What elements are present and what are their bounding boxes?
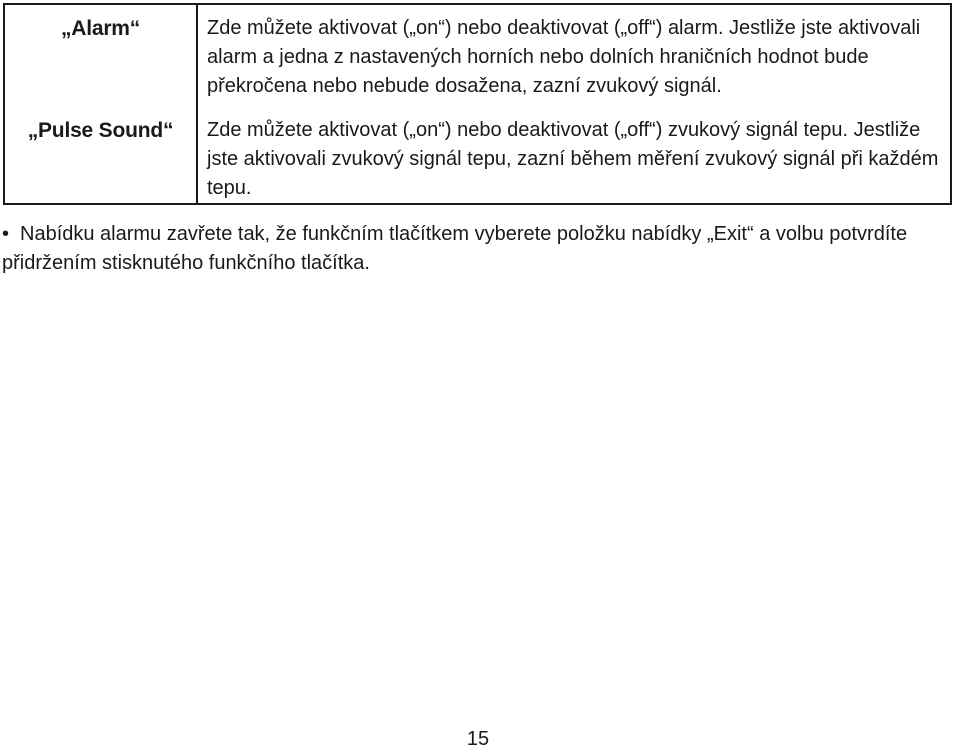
page-number <box>0 728 960 751</box>
page-number-text: 15 <box>466 728 490 750</box>
description-cell <box>197 105 951 204</box>
bullet-text: Nabídku alarmu zavřete tak, že funkčním tlačítkem vyberete položku nabídky „Exit“ a volbu potvrdíte přidržením stisknutého funkčního tlačítka. <box>2 223 908 274</box>
term-pulse-sound: „Pulse Sound“ <box>27 119 174 142</box>
term-cell <box>4 105 197 204</box>
description-pulse-sound: Zde můžete aktivovat („on“) nebo deaktivovat („off“) zvukový signál tepu. Jestliže jste aktivovali zvukový signál tepu, zazní během měření zvukový signál při každém tepu. <box>207 119 939 199</box>
table-row-pulse-sound <box>4 105 951 204</box>
term-alarm: „Alarm“ <box>60 17 141 40</box>
term-cell <box>4 4 197 105</box>
bullet-paragraph <box>2 220 952 278</box>
description-alarm: Zde můžete aktivovat („on“) nebo deaktivovat („off“) alarm. Jestliže jste aktivovali alarm a jedna z nastavených horních nebo dolních hraničních hodnot bude překročena nebo nebude dosažena, zazní zvukový signál. <box>207 17 921 97</box>
bullet-icon: • <box>2 223 10 245</box>
description-cell <box>197 4 951 105</box>
table-row-alarm <box>4 4 951 105</box>
settings-table <box>3 3 952 205</box>
